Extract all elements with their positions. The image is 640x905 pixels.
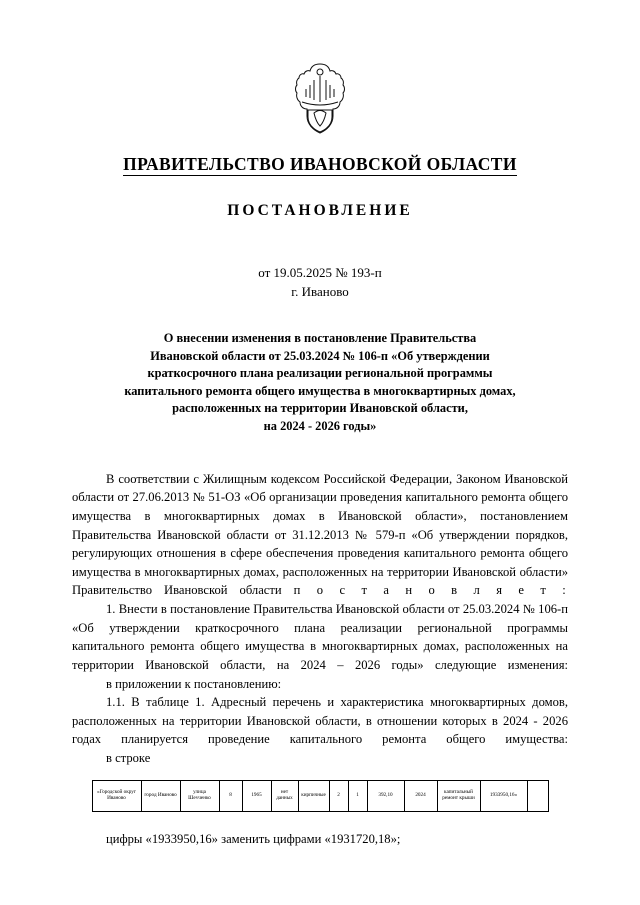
- cell-cost: 1933950,16»: [480, 780, 527, 811]
- address-table: [92, 780, 549, 812]
- cell-work-type: капитальный ремонт крыши: [437, 780, 480, 811]
- page-title: [72, 154, 568, 175]
- paragraph-item-1: [72, 600, 568, 675]
- item-1-1-text: 1.1. В таблице 1. Адресный перечень и характеристика многоквартирных домов, расположенных на территории Ивановской области, в отношении которых в 2024 - 2026 годах планируется проведение капитального ремонта общего имущества:: [72, 695, 568, 747]
- paragraph-annex: [72, 675, 568, 694]
- cell-empty: [527, 780, 548, 811]
- document-subject: [72, 330, 568, 436]
- subject-line: О внесении изменения в постановление Правительства: [163, 331, 477, 345]
- cell-floors: 2: [329, 780, 348, 811]
- cell-house-number: 8: [219, 780, 242, 811]
- cell-city: город Иваново: [141, 780, 180, 811]
- cell-year: 2024: [404, 780, 437, 811]
- cell-street: улица Шevченко: [180, 780, 219, 811]
- paragraph-preamble: [72, 470, 568, 600]
- cell-wall-material: кирпичные: [298, 780, 329, 811]
- cell-area: 392,10: [367, 780, 404, 811]
- cell-entrances: 1: [348, 780, 367, 811]
- postanovlyaet-text: п о с т а н о в л я е т :: [293, 583, 568, 598]
- subject-line: Ивановской области от 25.03.2024 № 106-п «Об утверждении: [150, 348, 490, 363]
- document-city: г. Иваново: [291, 284, 349, 299]
- preamble-text: В соответствии с Жилищным кодексом Российской Федерации, Законом Ивановской области от 27.06.2013 № 51-ОЗ «Об организации проведения капитального ремонта общего имущества в многоквартирных домах в Ивановской области», постановлением Правительства Ивановской области от 31.12.2013 № 579-п «Об утверждении порядков, регулирующих отношения в сфере обеспечения проведения капитального ремонта общего имущества в многоквартирных домах, расположенных на территории Ивановской области» Правительство Ивановской области: [72, 471, 568, 598]
- paragraph-item-1-1: [72, 693, 568, 749]
- page-title-text: ПРАВИТЕЛЬСТВО ИВАНОВСКОЙ ОБЛАСТИ: [123, 154, 517, 174]
- cell-build-year: 1965: [242, 780, 271, 811]
- subject-line: на 2024 - 2026 годы»: [263, 419, 377, 434]
- subject-line: расположенных на территории Ивановской области,: [172, 401, 468, 416]
- row-label-text: в строке: [106, 751, 151, 766]
- paragraph-row: [72, 749, 568, 768]
- document-body: [72, 470, 568, 768]
- document-date: от 19.05.2025 № 193-п: [258, 265, 382, 280]
- subject-line: краткосрочного плана реализации региональной программы: [147, 366, 493, 381]
- address-table-wrap: [72, 780, 568, 812]
- subject-line: капитального ремонта общего имущества в многоквартирных домах,: [124, 383, 516, 398]
- cell-no-data: нет данных: [271, 780, 298, 811]
- table-row: [92, 780, 548, 811]
- document-type: ПОСТАНОВЛЕНИЕ: [227, 202, 413, 219]
- annex-text: в приложении к постановлению:: [106, 676, 282, 691]
- cell-municipality: «Городской округ Иваново: [92, 780, 141, 811]
- item-1-text: 1. Внести в постановление Правительства Ивановской области от 25.03.2024 № 106-п «Об утверждении краткосрочного плана реализации региональной программы капитального ремонта общего имущества в многоквартирных домах, расположенных на территории Ивановской области, на 2024 – 2026 годы» следующие изменения:: [72, 602, 568, 672]
- coat-of-arms-icon: [284, 0, 356, 136]
- closing-paragraph: цифры «1933950,16» заменить цифрами «1931720,18»;: [106, 831, 401, 846]
